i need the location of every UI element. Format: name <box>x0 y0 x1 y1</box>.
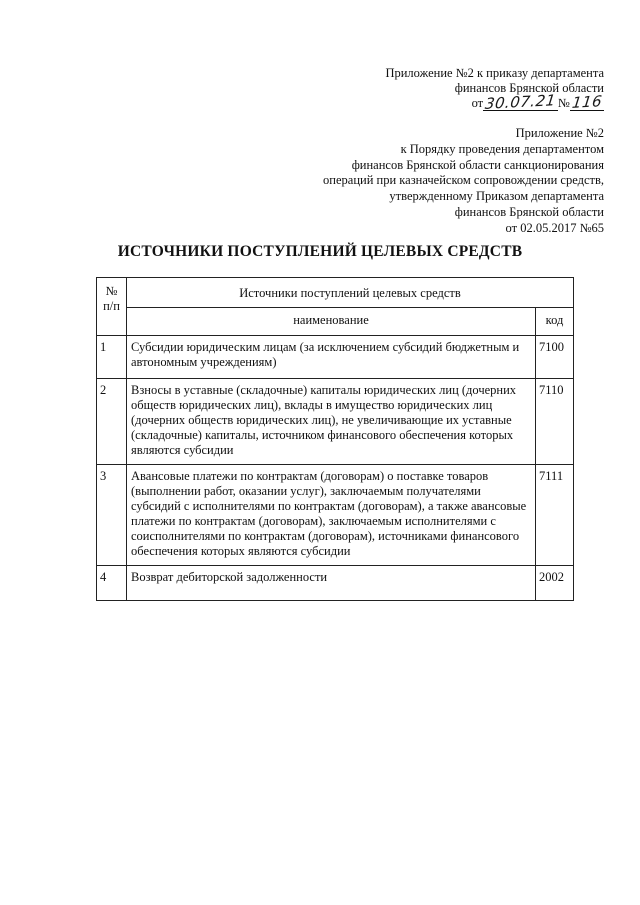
appendix-procedure-line: операций при казначейском сопровождении средств, <box>323 173 604 188</box>
appendix-procedure-line: финансов Брянской области <box>454 204 604 219</box>
row-code: 2002 <box>536 566 574 601</box>
date-slot <box>483 91 558 113</box>
row-name: Субсидии юридическим лицам (за исключением субсидий бюджетным и автономным учреждениям) <box>127 336 536 379</box>
header-group: Источники поступлений целевых средств <box>127 278 574 308</box>
header-num: № п/п <box>97 278 127 336</box>
row-num: 2 <box>97 379 127 465</box>
row-name: Взносы в уставные (складочные) капиталы юридических лиц (дочерних обществ юридических лиц), вклады в имущество юридических лиц (дочерних обществ юридических лиц), не увеличивающие их уставные (складочные) капиталы, источником финансового обеспечения которых являются субсидии <box>127 379 536 465</box>
row-code: 7100 <box>536 336 574 379</box>
table-row <box>97 379 574 465</box>
date-prefix: от <box>471 96 484 110</box>
appendix-procedure-line: утвержденному Приказом департамента <box>389 189 604 204</box>
handwritten-number: 116 <box>570 92 604 112</box>
row-name: Авансовые платежи по контрактам (договорам) о поставке товаров (выполнении работ, оказании услуг), заключаемым получателями субсидий с исполнителями по контрактам (договорам), а также авансовые платежи по контрактам (договорам), заключаемым исполнителями с соисполнителями по контрактам (договорам), источниками финансового обеспечения которых являются субсидии <box>127 465 536 566</box>
appendix-order-line1: Приложение №2 к приказу департамента <box>385 66 604 80</box>
number-prefix: № <box>557 96 570 110</box>
table-row <box>97 336 574 379</box>
appendix-procedure-line: финансов Брянской области санкционирования <box>351 157 604 172</box>
row-num: 4 <box>97 566 127 601</box>
header-code: код <box>536 308 574 336</box>
row-num: 3 <box>97 465 127 566</box>
row-code: 7111 <box>536 465 574 566</box>
appendix-procedure-line: к Порядку проведения департаментом <box>400 141 604 156</box>
number-slot <box>570 92 604 112</box>
row-name: Возврат дебиторской задолженности <box>127 566 536 601</box>
appendix-order-date-line <box>304 91 604 113</box>
sources-table <box>96 277 574 601</box>
appendix-procedure-line: Приложение №2 <box>515 126 604 140</box>
header-name: наименование <box>127 308 536 336</box>
appendix-order-line2: финансов Брянской области <box>454 81 604 95</box>
row-code: 7110 <box>536 379 574 465</box>
row-num: 1 <box>97 336 127 379</box>
table-row <box>97 566 574 601</box>
appendix-order-block <box>304 66 604 111</box>
appendix-procedure-line: от 02.05.2017 №65 <box>505 220 604 235</box>
handwritten-date: 30.07.21 <box>484 91 558 113</box>
appendix-procedure-block <box>284 126 604 237</box>
document-title: ИСТОЧНИКИ ПОСТУПЛЕНИЙ ЦЕЛЕВЫХ СРЕДСТВ <box>117 243 523 260</box>
table-row <box>97 465 574 566</box>
